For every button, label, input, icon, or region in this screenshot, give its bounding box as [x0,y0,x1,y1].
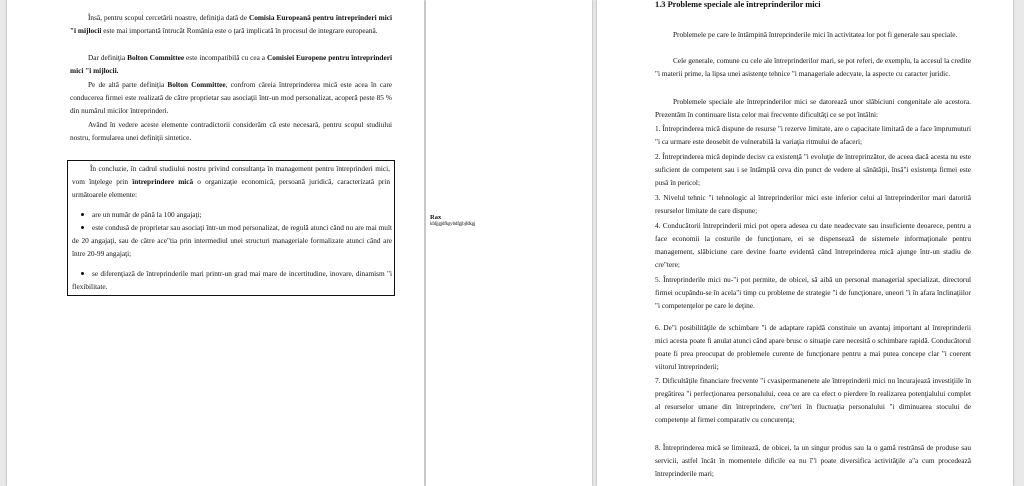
document-page-left[interactable] [7,0,424,486]
document-page-right[interactable] [597,0,1013,486]
page-sublabel: kfdjjgjdfkgvbdfgjbjfdkgj [430,222,476,227]
bold-text-run: întreprindere mică [132,177,194,187]
conclusion-box [67,160,395,296]
text-run: o organizaţie economică, persoană juridică, caracterizată prin următoarele elemente: [72,177,391,200]
bullet-text: se diferenţiază de întreprinderile mari printr-un grad mai mare de incertitudine, inovare, dinamism "i flexibilitate. [72,269,392,292]
page-label: Rax [430,214,442,221]
numbered-list-item: 3. Nivelul tehnic "i tehnologic al întreprinderilor mici este inferior celui al întreprinderilor mari datorită resurselor limitate de care dispune; [655,193,971,216]
numbered-list-item: 4. Conducătorii întreprinderii mici pot opera adesea cu date neadecvate sau insuficiente deoarece, pentru a face economii la costurile de funcţionare, ei se dispensează de sistemele informaţionale pentru management, slăbiciune care devine foarte evidentă când întreprinderea mică ajunge într-un stadiu de cre"tere; [655,221,971,270]
paragraph-bolton-incompatible [70,51,392,77]
text-run: Dar definiţia [88,53,128,62]
bullet-item [72,221,392,260]
document-page-middle[interactable] [426,0,592,486]
bold-text-run: Comisia Europeană pentru întreprinderi mici "i mijlocii [70,13,393,36]
bold-text-run: Bolton Committee [167,80,226,89]
text-run: este mai importantă întrucât România este o ţară implicată în procesul de integrare europeană. [101,26,378,36]
bullet-item [72,267,392,293]
section-heading: 1.3 Probleme speciale ale întreprinderilor mici [655,0,821,9]
paragraph-bolton-definition [70,78,392,117]
numbered-list-item: 6. De"i posibilităţile de schimbare "i de adaptare rapidă constituie un avantaj important al întreprinderii mici acesta poate fi anulat atunci când apare brusc o situaţie care necesită o schimbare rapidă. Conducătorul poate fi prea preocupat de problemele curente de funcţionare pentru a mai putea concepe clar "i coerent viitorul întreprinderii; [655,323,971,372]
paragraph-special-problems: Problemele speciale ale întreprinderilor mici se datorează unor slăbiciuni congenitale ale acestora. Prezentăm în continuare lista celor mai frecvente dificultăţi ce se pot întâlni: [655,97,971,120]
text-run: Însă, pentru scopul cercetării noastre, definiţia dată de [88,13,249,22]
text-run: Pe de altă parte definiţia [88,80,168,89]
bullet-text: are un număr de până la 100 angajaţi; [92,210,202,219]
bold-text-run: Comisiei Europene pentru întreprinderi mici "i mijlocii. [70,53,392,76]
text-run: este incompatibilă cu cea a [184,53,267,62]
numbered-list-item: 8. Întreprinderea mică se limitează, de obicei, la un singur produs sau la o gamă restrânsă de produse sau servicii, astfel încât în momentele dificile ea nu î"i poate diversifica activităţile a"a cum procedează întreprinderile mari; [655,443,971,479]
numbered-list-item: 7. Dificultăţile financiare frecvente "i cvasipermanenete ale întreprinderii mici nu încurajează investiţiile în pregătirea "i perfecţionarea personalului, ceea ce are ca efect o pierdere în realizarea potenţialului complet al resurselor umane din întreprindere, cre"teri în fluctuaţia personalului "i diminuarea stocului de competenţe al firmei comparativ cu concurenţa; [655,376,971,425]
paragraph-general-problems: Cele generale, comune cu cele ale întreprinderilor mari, se pot referi, de exemplu, la accesul la credite "i materii prime, la lipsa unei asistenţe tehnice "i manageriale adecvate, la aspecte cu caracter juridic. [655,56,971,79]
bullet-text: este condusă de proprietar sau asociaţi într-un mod personalizat, de regulă atunci când nu are mai mult de 20 angajaţi, sau de către ace"tia prin intermediul unei structuri manageriale formalizate atunci când are între 20-99 angajaţi; [72,223,392,259]
numbered-list-item: 5. Întreprinderile mici nu-"i pot permite, de obicei, să aibă un personal managerial specializat, directorul firmei ocupându-se în acela"i timp cu probleme de strategie "i de funcţionare, uneori "i în afara înclinaţiilor "i competenţelor pe care le deţine. [655,275,971,311]
numbered-list-item: 1. Întreprinderea mică dispune de resurse "i rezerve limitate, are o capacitate limitată de a face împrumuturi "i ca urmare este deosebit de vulnerabilă la variaţia ritmului de afaceri; [655,124,971,147]
paragraph-problems-intro: Problemele pe care le întâmpină întreprinderile mici în activitatea lor pot fi generale sau speciale. [673,30,958,39]
bold-text-run: Bolton Committee [127,53,185,62]
bullet-icon [81,272,84,275]
text-run: În concluzie, în cadrul studiului nostru privind consultanţa în management pentru întreprinderi mici, vom înţelege prin [72,164,390,187]
bullet-icon [81,226,84,229]
conclusion-intro [72,162,390,201]
bullet-item [72,208,392,221]
paragraph-commission-definition [70,11,392,37]
text-run: , confrom căreia întreprinderea mică este acea în care conducerea firmei este realizată de către proprietar sau asociaţii într-un mod personalizat, acoperă peste 85 % din numărul micilor întreprinderi. [70,80,393,116]
paragraph-synthetic-definition: Având în vedere aceste elemente contradictorii considerăm că este necesară, pentru scopul studiului nostru, formularea unei definiţii sintetice. [70,120,392,143]
numbered-list-item: 2. Întreprinderea mică depinde decisv ca existenţă "i evoluţie de întreprinzător, de aceea dacă acesta nu este suficient de competent sau i se întâmplă ceva din punct de vedere al sănătăţii, însă"i existenţa firmei este pusă în pericol; [655,152,971,188]
bullet-icon [81,213,84,216]
